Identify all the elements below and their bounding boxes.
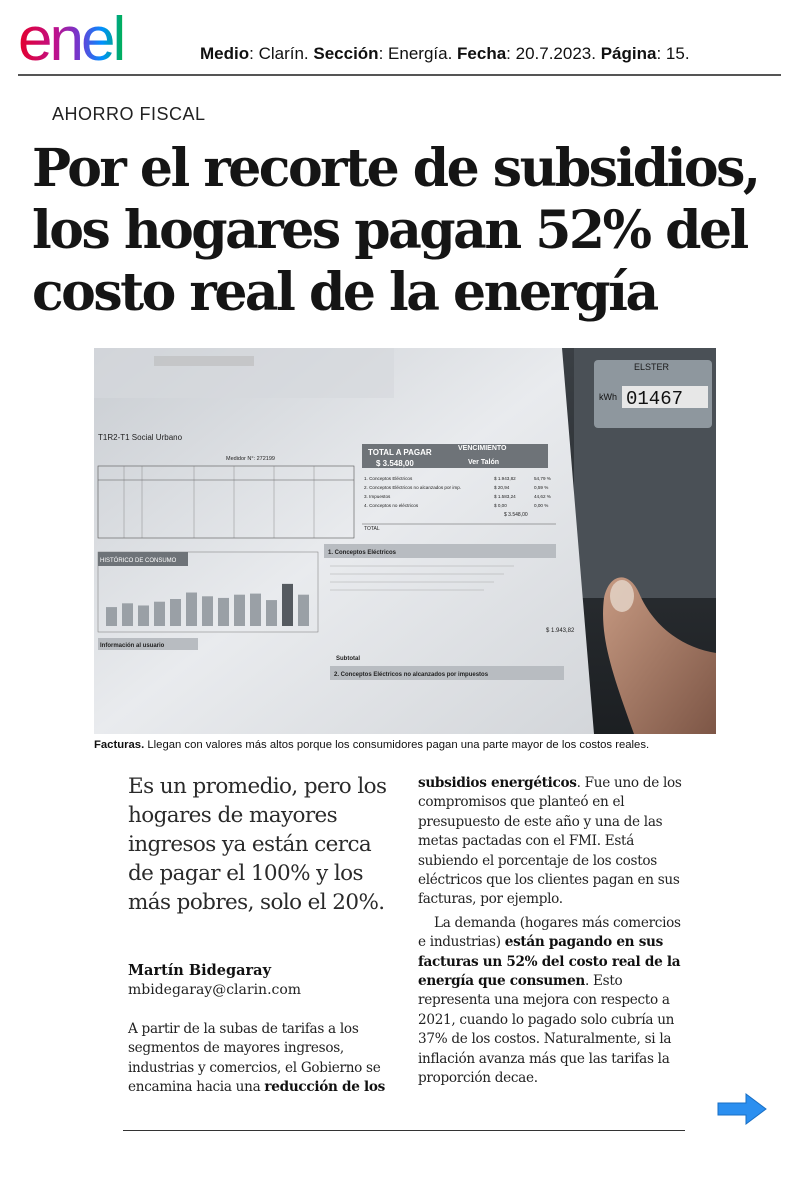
concept-percent: 0,59 % (534, 485, 549, 490)
concept-label: 3. Impuestos (364, 494, 391, 499)
consumo-bar (154, 602, 165, 626)
consumo-bar (298, 595, 309, 626)
medio-label: Medio (200, 44, 250, 63)
publication-meta: Medio: Clarín. Sección: Energía. Fecha: 20.7.2023. Página: 15. (200, 44, 690, 63)
p2-text-a: La demanda (hogares más comercios e industrias) (418, 914, 681, 951)
svg-text:enel: enel (18, 8, 124, 68)
consumo-bar (234, 595, 245, 626)
article-headline: Por el recorte de subsidios, los hogares pagan 52% del costo real de la energía (32, 138, 759, 323)
paragraph-1-start (128, 1020, 400, 1098)
paragraph-2 (418, 914, 686, 1089)
total-row-label: TOTAL (364, 526, 380, 532)
concept-percent: 44,62 % (534, 494, 551, 499)
fecha-label: Fecha (457, 44, 507, 63)
consumo-bar (266, 600, 277, 626)
bottom-divider (123, 1130, 685, 1131)
total-value: $ 3.548,00 (376, 459, 414, 468)
consumo-bar (138, 605, 149, 626)
p1-bold-start: reducción de los (264, 1079, 385, 1096)
p1-text-c: . Fue uno de los compromisos que planteó en el presupuesto de este año y una de las metas pactadas con el FMI. Está subiendo el porcentaje de los costos eléctricos que los clientes pagan en sus facturas, por ejemplo. (418, 775, 682, 908)
section-kicker: AHORRO FISCAL (52, 104, 206, 124)
p2-text-c: . Esto representa una mejora con respecto a 2021, cuando lo pagado solo cubría un 37% de los costos. Naturalmente, si la inflación avanza más que las tarifas la proporción decae. (418, 973, 675, 1087)
venc-label: VENCIMIENTO (458, 445, 507, 452)
paragraph-1-cont (418, 774, 686, 910)
total-label: TOTAL A PAGAR (368, 448, 432, 457)
author-name: Martín Bidegaray (128, 962, 272, 979)
electric-total: $ 1.943,82 (546, 628, 575, 634)
medidor-text: Medidor N°: 272199 (226, 456, 275, 462)
concept-label: 1. Conceptos Eléctricos (364, 476, 413, 481)
p1-text-a: A partir de la subas de tarifas a los segmentos de mayores ingresos, industrias y comercios, el Gobierno se encamina hacia una (128, 1021, 381, 1096)
photo-caption (94, 739, 734, 751)
arrow-right-icon[interactable] (716, 1092, 768, 1126)
concept-percent: 0,00 % (534, 503, 549, 508)
consumo-bar (250, 594, 261, 626)
fecha-value: 20.7.2023. (515, 44, 596, 63)
body-right-column (418, 774, 686, 1089)
consumo-bar (202, 596, 213, 626)
meter-kwh: kWh (599, 392, 617, 402)
pagina-value: 15. (665, 44, 690, 63)
pagina-label: Página (600, 44, 657, 63)
tariff-text: T1R2-T1 Social Urbano (98, 433, 183, 442)
consumo-bar (106, 607, 117, 626)
header-divider (18, 74, 781, 76)
author-email[interactable]: mbidegaray@clarin.com (128, 982, 302, 998)
consumo-bar (282, 584, 293, 626)
lede-column (128, 772, 398, 917)
total-row-value: $ 3.548,00 (504, 512, 528, 518)
concept-label: 2. Conceptos Eléctricos no alcanzados por imp. (364, 485, 462, 490)
no-alc-label: 2. Conceptos Eléctricos no alcanzados por impuestos (334, 672, 489, 678)
electric-label: 1. Conceptos Eléctricos (328, 550, 397, 556)
consumo-bar (122, 603, 133, 626)
body-left-column (128, 1020, 400, 1098)
meter-digits: 01467 (626, 388, 684, 410)
consumo-bar (218, 598, 229, 626)
bill-photo (94, 348, 716, 734)
enel-logo (18, 8, 178, 68)
concept-percent: 54,79 % (534, 476, 551, 481)
usuario-label: Información al usuario (100, 643, 165, 649)
concept-value: $ 1.943,82 (494, 476, 516, 481)
consumo-bar (170, 599, 181, 626)
venc-value: Ver Talón (468, 459, 499, 466)
concept-value: $ 20,94 (494, 485, 510, 490)
consumo-bar (186, 593, 197, 626)
concept-value: $ 1.583,24 (494, 494, 516, 499)
p1-bold-end: subsidios energéticos (418, 775, 577, 791)
article-lede: Es un promedio, pero los hogares de mayores ingresos ya están cerca de pagar el 100% y los más pobres, solo el 20%. (128, 774, 387, 915)
medio-value: Clarín. (258, 44, 309, 63)
seccion-value: Energía. (388, 44, 453, 63)
concept-label: 4. Conceptos no eléctricos (364, 503, 419, 508)
p2-bold: están pagando en sus facturas un 52% del costo real de la energía que consumen (418, 934, 681, 990)
meter-brand: ELSTER (634, 362, 670, 372)
caption-bold: Facturas. (94, 739, 145, 751)
subtotal-label: Subtotal (336, 656, 360, 662)
concept-value: $ 0,00 (494, 503, 507, 508)
consumo-label: HISTÓRICO DE CONSUMO (100, 558, 177, 564)
seccion-label: Sección (313, 44, 379, 63)
caption-text: Llegan con valores más altos porque los consumidores pagan una parte mayor de los costos reales. (144, 739, 650, 751)
